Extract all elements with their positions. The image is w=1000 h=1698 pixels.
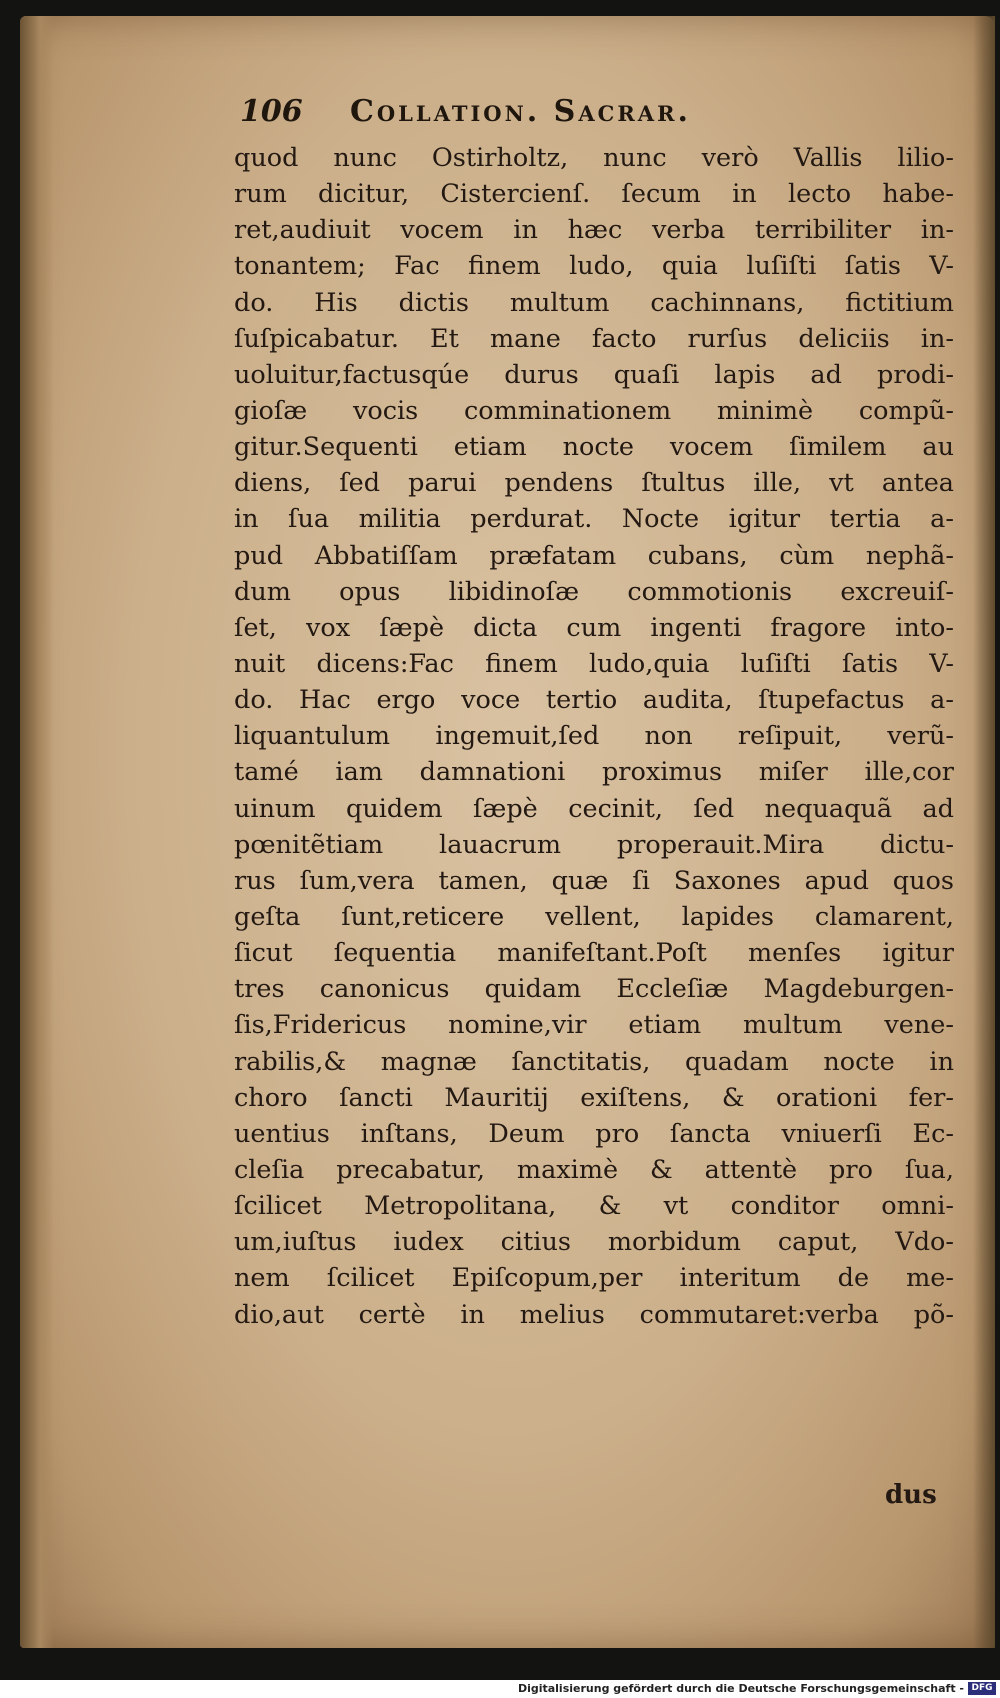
catchword: dus: [885, 1480, 937, 1510]
text-line: nuit dicens:Fac finem ludo,quia luſiſti ſatis V-: [234, 648, 954, 679]
running-title: Collation. Sacrar.: [350, 94, 691, 129]
page-header: [240, 90, 940, 134]
text-line: ſicut ſequentia manifeſtant.Poſt menſes igitur: [234, 938, 954, 969]
text-line: tonantem; Fac finem ludo, quia luſiſti ſatis V-: [234, 251, 954, 282]
text-line: liquantulum ingemuit,ſed non reſipuit, verũ-: [234, 721, 954, 752]
text-line: ſcilicet Metropolitana, & vt conditor omni-: [234, 1191, 954, 1222]
text-line: uentius inſtans, Deum pro ſancta vniuerſi Ec-: [234, 1118, 954, 1149]
dfg-logo: DFG: [968, 1682, 996, 1695]
text-line: gioſæ vocis comminationem minimè compũ-: [234, 395, 954, 426]
text-line: ſet, vox ſæpè dicta cum ingenti fragore into-: [234, 612, 954, 643]
text-line: do. His dictis multum cachinnans, fictitium: [234, 287, 954, 318]
text-line: nem ſcilicet Epiſcopum,per interitum de me-: [234, 1263, 954, 1294]
text-line: ret,audiuit vocem in hæc verba terribiliter in-: [234, 215, 954, 246]
text-line: uinum quidem ſæpè cecinit, ſed nequaquã ad: [234, 793, 954, 824]
text-line: diens, ſed parui pendens ſtultus ille, vt antea: [234, 468, 954, 499]
text-line: choro ſancti Mauritij exiſtens, & orationi fer-: [234, 1082, 954, 1113]
text-line: um,iuſtus iudex citius morbidum caput, Vdo-: [234, 1227, 954, 1258]
text-line: do. Hac ergo voce tertio audita, ſtupefactus a-: [234, 685, 954, 716]
text-line: in ſua militia perdurat. Nocte igitur tertia a-: [234, 504, 954, 535]
text-line: dio,aut certè in melius commutaret:verba põ-: [234, 1299, 954, 1330]
text-line: rus ſum,vera tamen, quæ ſi Saxones apud quos: [234, 865, 954, 896]
text-line: pœnitẽtiam lauacrum properauit.Mira dictu-: [234, 829, 954, 860]
text-line: dum opus libidinoſæ commotionis excreuiſ-: [234, 576, 954, 607]
text-line: uoluitur,factusqúe durus quaſi lapis ad prodi-: [234, 359, 954, 390]
text-line: gitur.Sequenti etiam nocte vocem ſimilem au: [234, 432, 954, 463]
text-line: ſuſpicabatur. Et mane facto rurſus deliciis in-: [234, 323, 954, 354]
text-line: ſis,Fridericus nomine,vir etiam multum vene-: [234, 1010, 954, 1041]
text-line: tamé iam damnationi proximus miſer ille,cor: [234, 757, 954, 788]
text-line: geſta ſunt,reticere vellent, lapides clamarent,: [234, 901, 954, 932]
text-line: tres canonicus quidam Eccleſiæ Magdeburgen-: [234, 974, 954, 1005]
text-line: rum dicitur, Cistercienſ. ſecum in lecto habe-: [234, 179, 954, 210]
text-line: quod nunc Ostirholtz, nunc verò Vallis lilio-: [234, 143, 954, 173]
page-number: 106: [240, 94, 303, 129]
dfg-credit: Digitalisierung gefördert durch die Deutsche Forschungsgemeinschaft -: [517, 1682, 964, 1695]
text-line: rabilis,& magnæ ſanctitatis, quadam nocte in: [234, 1046, 954, 1077]
body-text: [234, 140, 954, 1333]
text-line: cleſia precabatur, maximè & attentè pro ſua,: [234, 1154, 954, 1185]
text-line: pud Abbatiſſam præfatam cubans, cùm nephã-: [234, 540, 954, 571]
